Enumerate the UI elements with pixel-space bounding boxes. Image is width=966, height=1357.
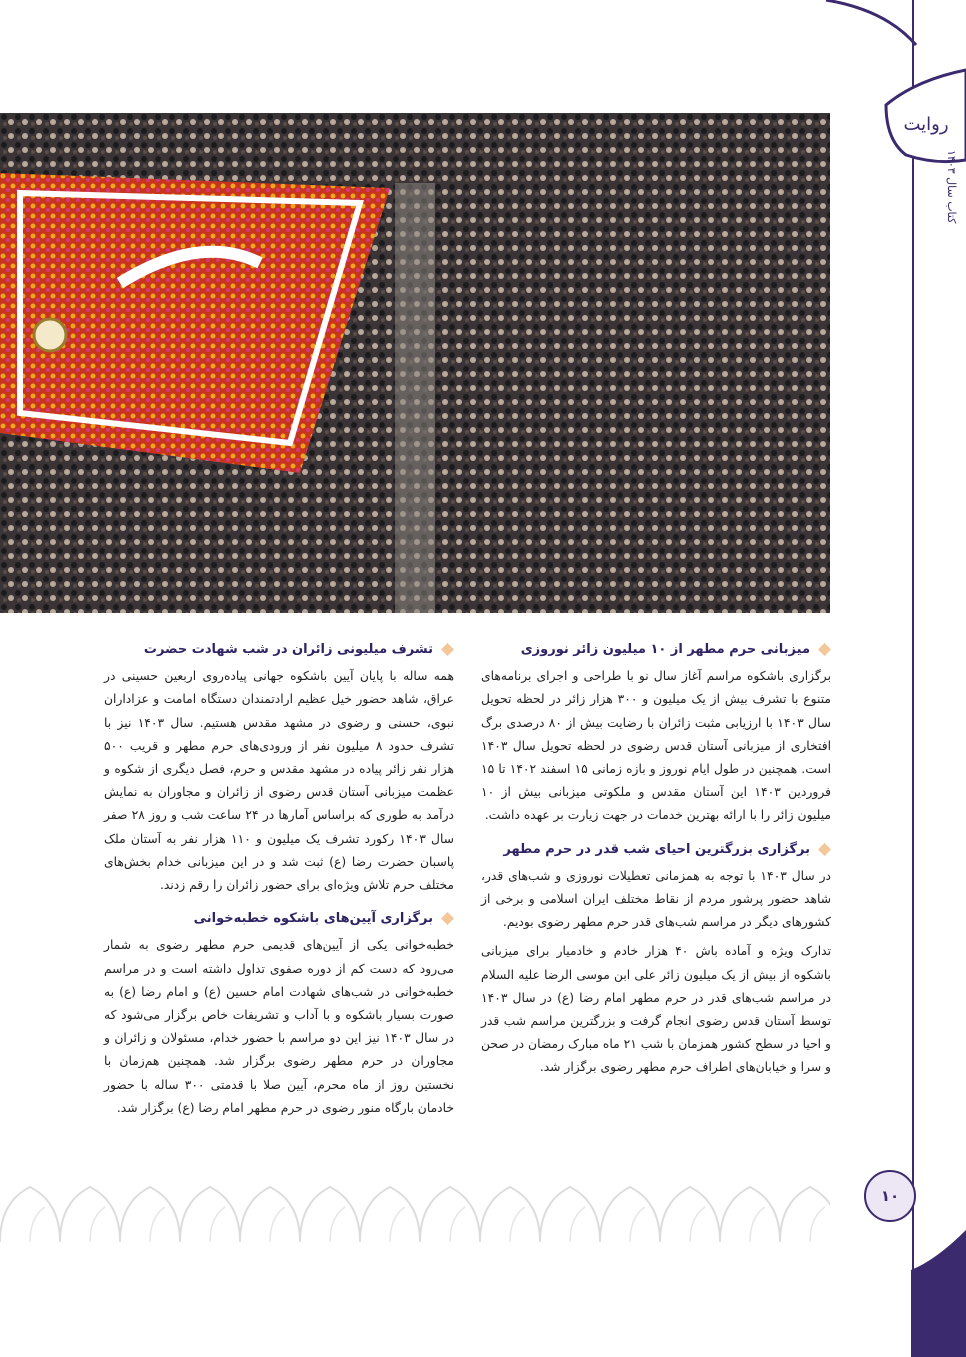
section-title: تشرف میلیونی زائران در شب شهادت حضرت bbox=[143, 642, 433, 657]
left-column bbox=[104, 628, 454, 1126]
section-body: در سال ۱۴۰۳ با توجه به همزمانی تعطیلات نوروزی و شب‌های قدر، شاهد حضور پرشور مردم از نقاط مختلف ایران اسلامی و برخی از کشورهای دیگر در مراسم شب‌های قدر حرم مطهر رضوی بودیم. bbox=[481, 868, 832, 930]
section-title: برگزاری آیین‌های باشکوه خطبه‌خوانی bbox=[193, 911, 433, 927]
frame-corner bbox=[766, 0, 966, 60]
flower-bullet-icon bbox=[818, 843, 831, 856]
section-heading bbox=[104, 907, 454, 930]
section-body: خطبه‌خوانی یکی از آیین‌های قدیمی حرم مطهر رضوی به شمار می‌رود که دست کم از دوره صفوی تداول داشته است و در مراسم خطبه‌خوانی در شب‌های شهادت امام حسین (ع) و امام رضا (ع) به صورت بسیار باشکوه و با آداب و تشریفات خاص برگزار می‌شود که در سال ۱۴۰۳ نیز این دو مراسم با حضور خدام، مسئولان و زائران و مجاوران در حرم مطهر رضوی برگزار شد. همچنین هم‌زمان با نخستین روز از ماه محرم، آیین صلا با قدمتی ۳۰۰ ساله با حضور خادمان بارگاه منور رضوی در حرم مطهر امام رضا (ع) برگزار شد. bbox=[104, 938, 455, 1115]
flower-bullet-icon bbox=[818, 643, 831, 656]
flower-bullet-icon bbox=[441, 912, 454, 925]
ornament-pattern bbox=[0, 1182, 830, 1242]
right-column bbox=[481, 628, 831, 1086]
section-body: همه ساله با پایان آیین باشکوه جهانی پیاده‌روی اربعین حسینی در عراق، شاهد حضور خیل عظیم ارادتمندان دستگاه امامت و عزاداران نبوی، حسنی و رضوی در مشهد مقدس هستیم. سال ۱۴۰۳ نیز با تشرف حدود ۸ میلیون نفر از ورودی‌های حرم مطهر و قریب ۵۰۰ هزار نفر زائر پیاده در مشهد مقدس و حرم، فصل دیگری از شکوه و عظمت میزبانی آستان قدس رضوی از زائران و مجاوران به نمایش درآمد به طوری که براساس آمارها در ۲۴ ساعت شب و روز ۲۸ صفر سال ۱۴۰۳ رکورد تشرف یک میلیون و ۱۱۰ هزار نفر به آستان ملک پاسبان حضرت رضا (ع) ثبت شد و در این میزبانی خدام بخش‌های مختلف حرم تلاش ویژه‌ای برای حضور زائران را رقم زدند. bbox=[104, 669, 455, 893]
book-label: کتاب سال ۱۴۰۳ bbox=[945, 150, 958, 224]
flower-bullet-icon bbox=[441, 643, 454, 656]
section-body: برگزاری باشکوه مراسم آغاز سال نو با طراحی و اجرای برنامه‌های متنوع با تشرف بیش از یک میلیون و ۳۰۰ هزار زائر در لحظه تحویل سال ۱۴۰۳ با ارزیابی مثبت زائران با رضایت بیش از ۸۰ درصدی برگ افتخاری از میزبانی آستان قدس رضوی در لحظه تحویل سال ۱۴۰۳ است. همچنین در طول ایام نوروز و بازه زمانی ۱۵ اسفند ۱۴۰۲ تا ۱۵ فروردین ۱۴۰۳ این آستان مقدس و ملکوتی میزبانی بیش از ۱۰ میلیون زائر را با ارائه بهترین خدمات در جهت زیارت بر عهده داشت. bbox=[481, 669, 831, 823]
section-heading bbox=[481, 838, 831, 861]
frame-line bbox=[912, 0, 914, 1357]
section-heading bbox=[104, 638, 454, 661]
crowd-photo bbox=[0, 113, 830, 613]
logo-text: روایت bbox=[903, 114, 949, 135]
page-number: ۱۰ bbox=[864, 1170, 916, 1222]
bottom-tab bbox=[911, 1230, 966, 1357]
section-title: میزبانی حرم مطهر از ۱۰ میلیون زائر نوروزی bbox=[520, 642, 810, 657]
section-heading bbox=[481, 638, 831, 661]
section-body: تدارک ویژه و آماده باش ۴۰ هزار خادم و خادمیار برای میزبانی باشکوه از بیش از یک میلیون زائر علی ابن موسی الرضا علیه السلام در مراسم شب‌های قدر در حرم مطهر امام رضا (ع) در سال ۱۴۰۳ توسط آستان قدس رضوی انجام گرفت و بزرگترین مراسم شب قدر و احیا در سطح کشور همزمان با شب ۲۱ ماه مبارک رمضان در صحن و سرا و خیابان‌های اطراف حرم مطهر رضوی برگزار شد. bbox=[481, 944, 831, 1075]
section-title: برگزاری بزرگترین احیای شب قدر در حرم مطهر bbox=[503, 841, 810, 857]
